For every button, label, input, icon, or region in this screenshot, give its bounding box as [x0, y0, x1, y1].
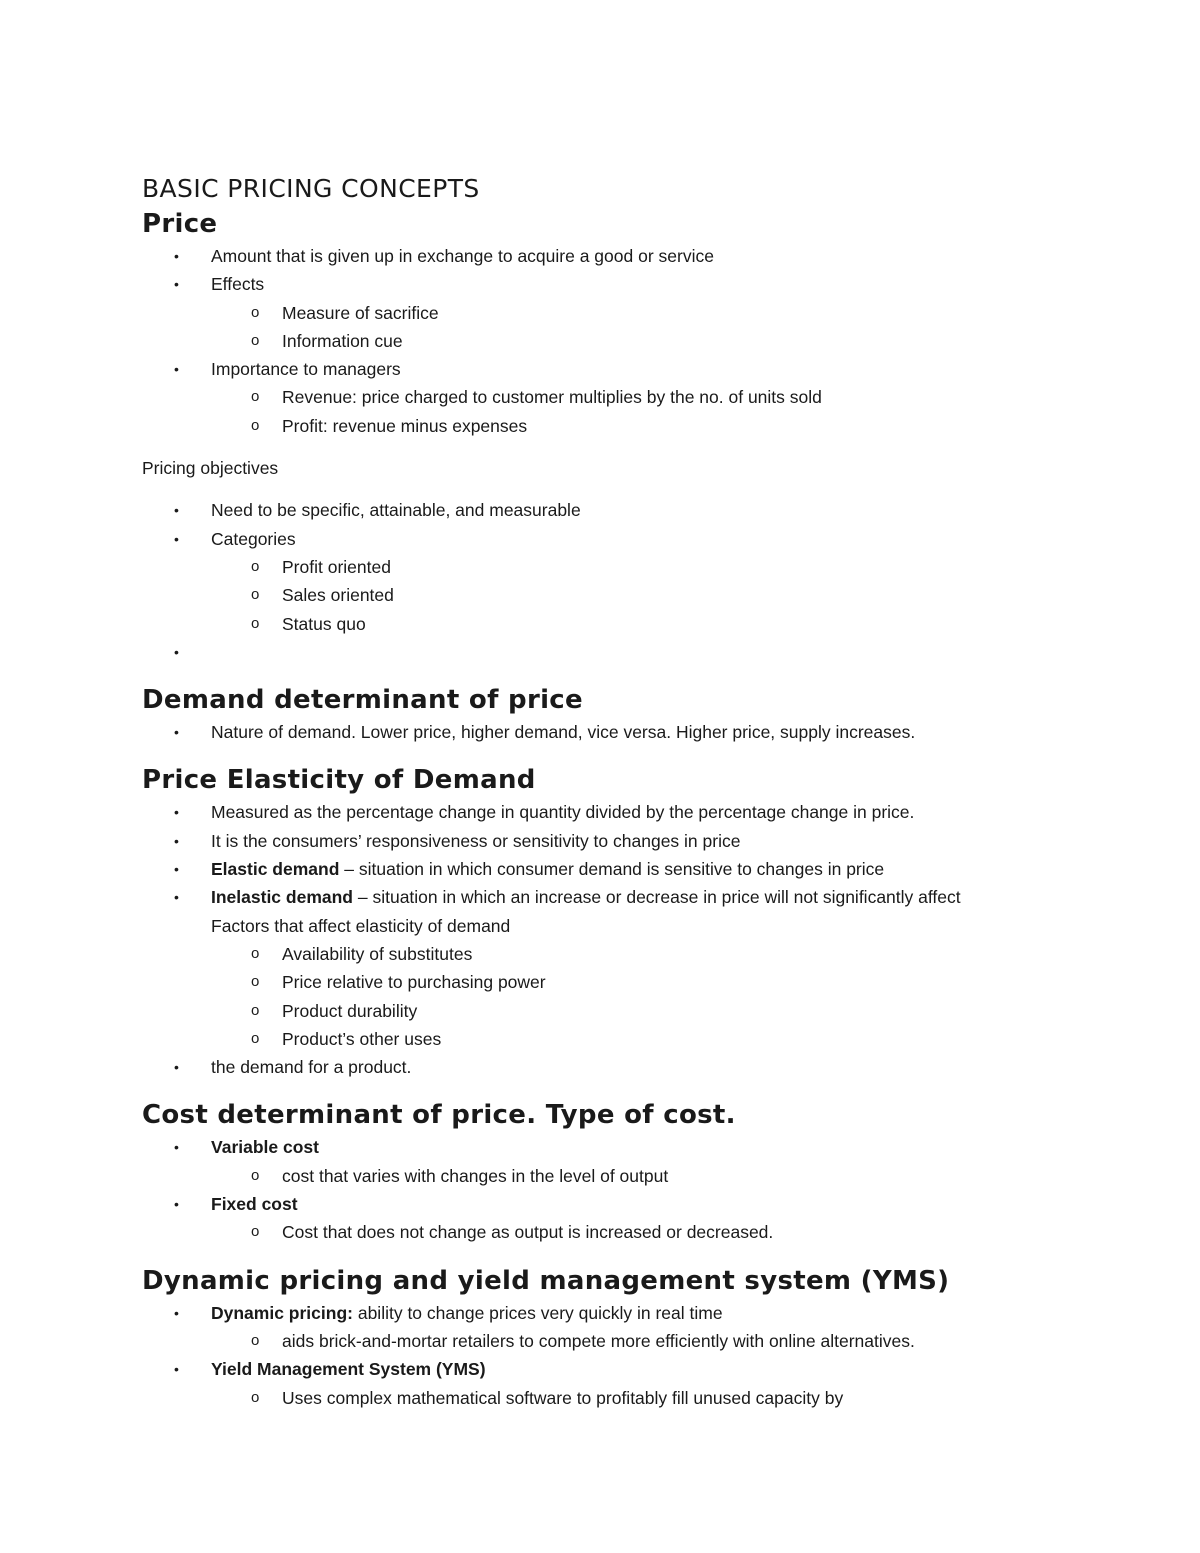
section-heading-elasticity: Price Elasticity of Demand	[142, 765, 536, 796]
sub-list-item: o Measure of sacrifice	[142, 299, 1092, 327]
sub-list-item: o Availability of substitutes	[142, 940, 1092, 968]
hollow-bullet-icon: o	[251, 416, 260, 434]
hollow-bullet-icon: o	[251, 388, 260, 406]
term-elastic-demand: Elastic demand	[211, 859, 340, 880]
term-variable-cost: Variable cost	[211, 1137, 319, 1158]
list-item: • Inelastic demand – situation in which an increase or decrease in price will not significantly affect	[142, 883, 1092, 911]
term-inelastic-demand: Inelastic demand	[211, 887, 353, 908]
document-content	[142, 172, 1092, 1412]
hollow-bullet-icon: o	[251, 586, 260, 604]
sub-list-item: o Product’s other uses	[142, 1025, 1092, 1053]
sub-list-item: o Product durability	[142, 997, 1092, 1025]
sub-list-item: o Cost that does not change as output is increased or decreased.	[142, 1218, 1092, 1246]
bullet-icon: •	[174, 1304, 179, 1321]
section-heading-price: Price	[142, 209, 218, 239]
sub-list-item: o aids brick-and-mortar retailers to compete more efficiently with online alternatives.	[142, 1327, 1092, 1355]
bullet-icon: •	[174, 1361, 179, 1378]
hollow-bullet-icon: o	[251, 557, 260, 575]
list-item	[142, 1355, 1092, 1383]
sub-list-item: o Sales oriented	[142, 581, 1092, 609]
bullet-icon: •	[174, 276, 179, 293]
hollow-bullet-icon: o	[251, 944, 260, 962]
sub-list-item: o Profit: revenue minus expenses	[142, 412, 1092, 440]
dynamic-list	[142, 1299, 1092, 1412]
list-item: • Nature of demand. Lower price, higher demand, vice versa. Higher price, supply increases.	[142, 718, 1092, 746]
list-item: • Amount that is given up in exchange to acquire a good or service	[142, 242, 1092, 270]
sub-list-item: o Status quo	[142, 610, 1092, 638]
bullet-icon: •	[174, 502, 179, 519]
sub-list-item: o Revenue: price charged to customer multiplies by the no. of units sold	[142, 383, 1092, 411]
bullet-icon: •	[174, 724, 179, 741]
list-item: • Need to be specific, attainable, and measurable	[142, 496, 1092, 524]
list-item: • It is the consumers’ responsiveness or sensitivity to changes in price	[142, 827, 1092, 855]
hollow-bullet-icon: o	[251, 1388, 260, 1406]
sub-list-item: o cost that varies with changes in the level of output	[142, 1162, 1092, 1190]
term-dynamic-pricing: Dynamic pricing:	[211, 1302, 353, 1323]
list-item: • Importance to managers	[142, 355, 1092, 383]
sub-list-item: o Information cue	[142, 327, 1092, 355]
list-item: • Categories	[142, 525, 1092, 553]
bullet-icon: •	[174, 1196, 179, 1213]
demand-list	[142, 718, 1092, 746]
list-item: • Dynamic pricing: ability to change prices very quickly in real time	[142, 1299, 1092, 1327]
section-heading-demand: Demand determinant of price	[142, 685, 583, 716]
term-fixed-cost: Fixed cost	[211, 1194, 298, 1215]
section-heading-dynamic: Dynamic pricing and yield management system (YMS)	[142, 1265, 950, 1296]
term-yms: Yield Management System (YMS)	[211, 1359, 486, 1380]
bullet-icon: •	[174, 530, 179, 547]
pricing-objectives-label: Pricing objectives	[142, 458, 279, 479]
list-item	[142, 1190, 1092, 1218]
hollow-bullet-icon: o	[251, 1001, 260, 1019]
hollow-bullet-icon: o	[251, 1331, 260, 1349]
bullet-icon: •	[174, 361, 179, 378]
list-item: • Measured as the percentage change in quantity divided by the percentage change in price.	[142, 798, 1092, 826]
bullet-icon: •	[174, 832, 179, 849]
section-heading-cost: Cost determinant of price. Type of cost.	[142, 1100, 736, 1131]
list-item	[142, 1133, 1092, 1161]
list-continuation: Factors that affect elasticity of demand	[211, 915, 511, 936]
bullet-icon: •	[174, 861, 179, 878]
hollow-bullet-icon: o	[251, 1166, 260, 1184]
hollow-bullet-icon: o	[251, 1029, 260, 1047]
list-item: • Effects	[142, 270, 1092, 298]
hollow-bullet-icon: o	[251, 303, 260, 321]
cost-list	[142, 1133, 1092, 1246]
sub-list-item: o Uses complex mathematical software to profitably fill unused capacity by	[142, 1384, 1092, 1412]
bullet-icon: •	[174, 643, 179, 660]
page-title: BASIC PRICING CONCEPTS	[142, 174, 480, 203]
list-item: • the demand for a product.	[142, 1053, 1092, 1081]
hollow-bullet-icon: o	[251, 331, 260, 349]
hollow-bullet-icon: o	[251, 973, 260, 991]
bullet-icon: •	[174, 1139, 179, 1156]
bullet-icon: •	[174, 1059, 179, 1076]
sub-list-item: o Price relative to purchasing power	[142, 968, 1092, 996]
list-item: • Elastic demand – situation in which consumer demand is sensitive to changes in price	[142, 855, 1092, 883]
elasticity-list	[142, 798, 1092, 1081]
price-list	[142, 242, 1092, 440]
sub-list-item: o Profit oriented	[142, 553, 1092, 581]
bullet-icon: •	[174, 804, 179, 821]
hollow-bullet-icon: o	[251, 1223, 260, 1241]
bullet-icon: •	[174, 889, 179, 906]
hollow-bullet-icon: o	[251, 614, 260, 632]
bullet-icon: •	[174, 248, 179, 264]
empty-list-item	[142, 638, 1092, 666]
objectives-list	[142, 496, 1092, 666]
